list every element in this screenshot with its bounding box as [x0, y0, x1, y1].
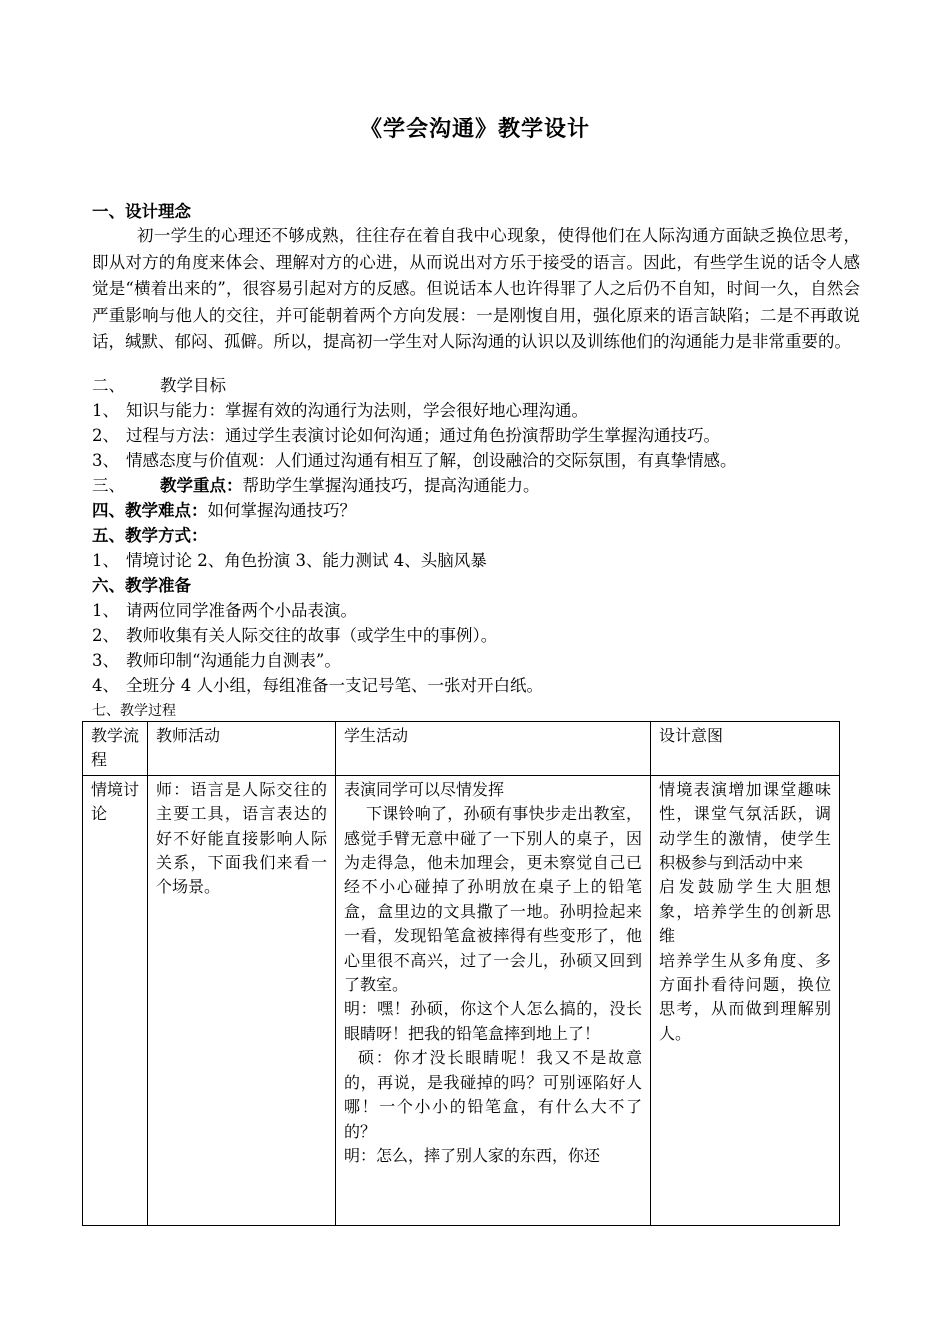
section2-heading — [92, 374, 226, 398]
cell-flow: 情境讨论 — [83, 775, 148, 1225]
student-line: 下课铃响了，孙硕有事快步走出教室，感觉手臂无意中碰了一下别人的桌子，因为走得急，他未加理会，更未察觉自己已经不小心碰掉了孙明放在桌子上的铅笔盒，盒里边的文具撒了一地。孙明捡起来一看，发现铅笔盒被摔得有些变形了，他心里很不高兴，过了一会儿，孙硕又回到了教室。 — [344, 804, 642, 995]
objective-number: 3、 — [92, 451, 119, 470]
section5-methods — [92, 549, 487, 573]
section1-paragraph: 初一学生的心理还不够成熟，往往存在着自我中心现象，使得他们在人际沟通方面缺乏换位思考，即从对方的角度来体会、理解对方的心进，从而说出对方乐于接受的语言。因此，有些学生说的话令人感觉是“横着出来的”，很容易引起对方的反感。但说话本人也许得罪了人之后仍不自知，时间一久，自然会严重影响与他人的交往，并可能朝着两个方向发展：一是刚愎自用，强化原来的语言缺陷；二是不再敢说话，缄默、郁闷、孤僻。所以，提高初一学生对人际沟通的认识以及训练他们的沟通能力是非常重要的。 — [92, 226, 860, 351]
prep-text: 教师收集有关人际交往的故事（或学生中的事例）。 — [126, 626, 498, 645]
section3-number: 三、 — [92, 476, 125, 495]
prep-item — [92, 674, 543, 698]
prep-number: 1、 — [92, 601, 119, 620]
prep-text: 全班分 4 人小组，每组准备一支记号笔、一张对开白纸。 — [126, 676, 543, 695]
cell-intent — [651, 775, 840, 1225]
section3-key-point — [92, 474, 540, 498]
section6-heading: 六、教学准备 — [92, 576, 191, 595]
objective-number: 2、 — [92, 426, 119, 445]
student-line: 明：怎么，摔了别人家的东西，你还 — [344, 1145, 601, 1165]
prep-text: 教师印制“沟通能力自测表”。 — [126, 651, 341, 670]
section4-text: 如何掌握沟通技巧？ — [207, 501, 356, 520]
intent-line: 情境表演增加课堂趣味性，课堂气氛活跃，调动学生的激情，使学生积极参与到活动中来 — [659, 779, 831, 873]
objective-text: 知识与能力：掌握有效的沟通行为法则，学会很好地心理沟通。 — [126, 401, 588, 420]
section7-heading: 七、教学过程 — [92, 703, 176, 719]
prep-number: 4、 — [92, 676, 119, 695]
section5-heading: 五、教学方式： — [92, 526, 208, 545]
table-row — [83, 775, 840, 1225]
prep-number: 3、 — [92, 651, 119, 670]
header-teacher: 教师活动 — [148, 722, 336, 776]
cell-teacher: 师：语言是人际交往的主要工具，语言表达的好不好能直接影响人际关系，下面我们来看一个场景。 — [148, 775, 336, 1225]
student-line: 硕：你才没长眼睛呢！我又不是故意的，再说，是我碰掉的吗？可别诬陷好人哪！一个小小的铅笔盒，有什么大不了的？ — [344, 1048, 642, 1141]
methods-number: 1、 — [92, 551, 119, 570]
methods-text: 情境讨论 2、角色扮演 3、能力测试 4、头脑风暴 — [126, 551, 487, 570]
student-line: 表演同学可以尽情发挥 — [344, 779, 505, 799]
teaching-process-table — [82, 721, 840, 1226]
section4-label: 四、教学难点： — [92, 501, 208, 520]
student-line: 明：嘿！孙硕，你这个人怎么搞的，没长眼睛呀！把我的铅笔盒摔到地上了！ — [344, 999, 642, 1043]
prep-text: 请两位同学准备两个小品表演。 — [126, 601, 357, 620]
section2-title: 教学目标 — [160, 376, 226, 395]
intent-line: 培养学生从多角度、多方面扑看待问题，换位思考，从而做到理解别人。 — [659, 950, 831, 1043]
section2-number: 二、 — [92, 376, 125, 395]
section3-label: 教学重点： — [160, 476, 243, 495]
prep-item — [92, 624, 497, 648]
header-student: 学生活动 — [336, 722, 651, 776]
objective-number: 1、 — [92, 401, 119, 420]
header-flow: 教学流程 — [83, 722, 148, 776]
prep-item — [92, 599, 357, 623]
section4-difficulty — [92, 499, 356, 523]
prep-item — [92, 649, 341, 673]
objective-text: 情感态度与价值观：人们通过沟通有相互了解，创设融洽的交际氛围，有真挚情感。 — [126, 451, 737, 470]
page-title: 《学会沟通》教学设计 — [359, 117, 590, 142]
objective-text: 过程与方法：通过学生表演讨论如何沟通；通过角色扮演帮助学生掌握沟通技巧。 — [126, 426, 720, 445]
table-header-row — [83, 722, 840, 776]
section3-text: 帮助学生掌握沟通技巧，提高沟通能力。 — [242, 476, 540, 495]
section1-heading: 一、设计理念 — [92, 202, 191, 221]
objective-item — [92, 399, 588, 423]
objective-item — [92, 449, 737, 473]
prep-number: 2、 — [92, 626, 119, 645]
cell-student — [336, 775, 651, 1225]
intent-line: 启发鼓励学生大胆想象，培养学生的创新思维 — [659, 877, 831, 946]
objective-item — [92, 424, 720, 448]
header-intent: 设计意图 — [651, 722, 840, 776]
